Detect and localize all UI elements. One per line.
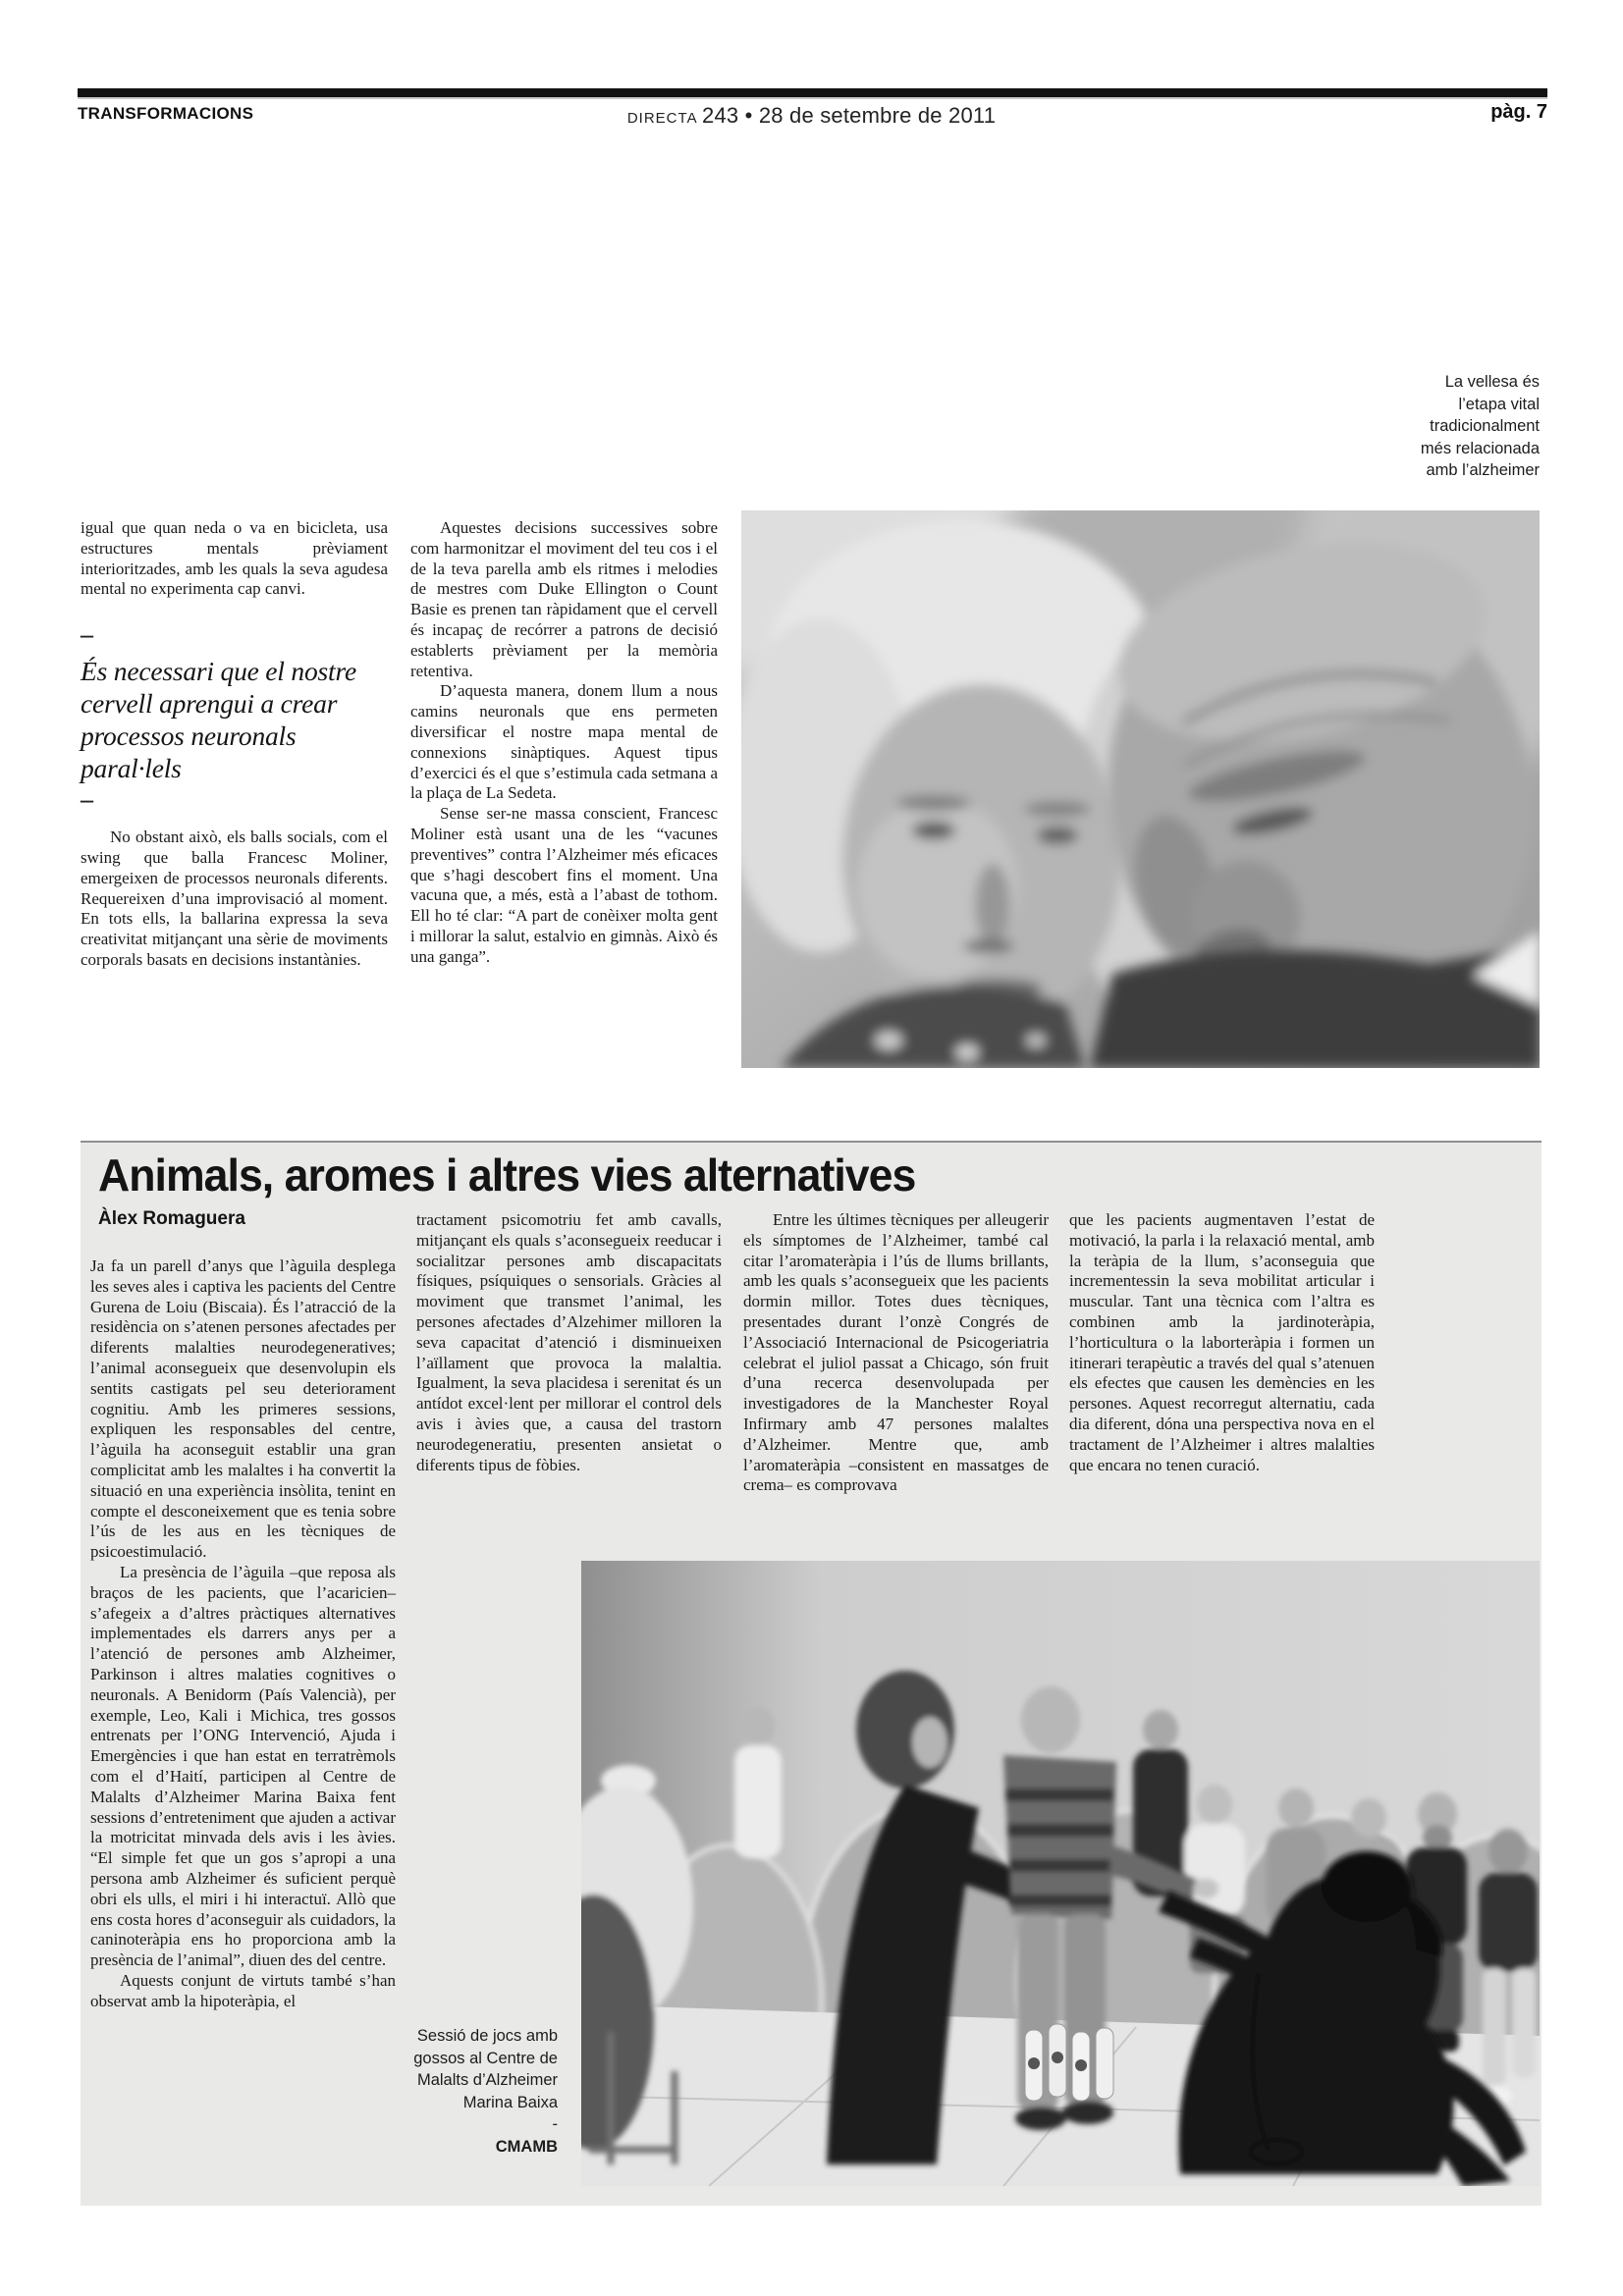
paragraph: tractament psicomotriu fet amb cavalls, mitjançant els quals s’aconsegueix reeducar i socialitzar persones amb discapacitats físiques, psíquiques o sensorials. Gràcies al moviment que transmet l’animal, les persones afectades d’Alzehimer milloren la seva capacitat d’atenció i disminueixen l’aïllament que provoca la malaltia. Igualment, la seva placidesa i serenitat és un antídot excel·lent per millorar el control dels avis i àvies que, a causa del trastorn neurodegeneratiu, presenten ansietat o diferents tipus de fòbies. bbox=[416, 1210, 722, 1474]
bottom-article-column-1 bbox=[90, 1256, 396, 2011]
paragraph: Ja fa un parell d’anys que l’àguila desplega les seves ales i captiva les pacients del Centre Gurena de Loiu (Biscaia). És l’atracció de la residència on s’atenen persones afectades per diferents malalties neurodegeneratives; l’animal aconsegueix que desenvolupin els sentits castigats pel seu deteriorament cognitiu. Amb les primeres sessions, expliquen les responsables del centre, l’àguila ha aconseguit establir una gran complicitat amb les malaltes i ha convertit la situació en una experiència insòlita, tenint en compte el desconeixement que es tenia sobre l’ús de les aus en les tècniques de psicoestimulació. bbox=[90, 1256, 396, 1562]
header-rule-bar bbox=[78, 88, 1547, 97]
top-article-column-2 bbox=[410, 518, 718, 968]
paragraph: La presència de l’àguila –que reposa als braços de les pacients, que l’acaricien– s’afegeix a d’altres pràctiques alternatives implementades els darrers anys per a l’atenció de persones amb Alzheimer, Parkinson i altres malaties cognitives o neuronals. A Benidorm (País Valencià), per exemple, Leo, Kali i Michica, tres gossos entrenats per l’ONG Intervenció, Ajuda i Emergències i que han estat en terratrèmols com el d’Haití, participen al Centre de Malalts d’Alzheimer Marina Baixa fent sessions d’entreteniment que ajuden a activar la motricitat minvada dels avis i les àvies. “El simple fet que un gos s’apropi a una persona amb Alzheimer és suficient perquè obri els ulls, el miri i hi interactuï. Allò que ens costa hores d’aconseguir als cuidadors, la caninoteràpia ens ho proporciona amb la presència de l’animal”, diuen des del centre. bbox=[90, 1562, 396, 1970]
pull-quote-text: És necessari que el nostre cervell aprengui a crear processos neuronals paral·lels bbox=[81, 656, 356, 784]
top-photo bbox=[741, 510, 1540, 1068]
bottom-article-column-3 bbox=[743, 1210, 1049, 1496]
bottom-article-column-2 bbox=[416, 1210, 722, 1475]
article-headline: Animals, aromes i altres vies alternatives bbox=[98, 1149, 916, 1201]
issue-number-date: 243 • 28 de setembre de 2011 bbox=[702, 103, 997, 128]
paragraph: igual que quan neda o va en bicicleta, usa estructures mentals prèviament interioritzades, amb les quals la seva agudesa mental no experimenta cap canvi. bbox=[81, 518, 388, 599]
paragraph: Sense ser-ne massa conscient, Francesc Moliner està usant una de les “vacunes preventives” contra l’Alzheimer més eficaces que s’hagi descobert fins el moment. Una vacuna que, a més, està a l’abast de tothom. Ell ho té clar: “A part de conèixer molta gent i millorar la salut, estalvio en gimnàs. Això és una ganga”. bbox=[410, 804, 718, 966]
paragraph: que les pacients augmentaven l’estat de motivació, la parla i la relaxació mental, amb la teràpia de la llum, s’aconseguia que incrementessin la seva mobilitat articular i muscular. Tant una tècnica com l’altra es combinen amb la jardinoteràpia, l’horticultura o la laborteràpia i formen un itinerari terapèutic a través del qual s’atenuen els efectes que causen les demències en les persones. Aquest recorregut alternatiu, cada dia diferent, dóna una perspectiva nova en el tractament de l’Alzheimer i altres malalties que encara no tenen curació. bbox=[1069, 1210, 1375, 1474]
bottom-photo-caption-block bbox=[383, 2025, 558, 2158]
article-byline: Àlex Romaguera bbox=[98, 1208, 245, 1229]
paragraph: D’aquesta manera, donem llum a nous camins neuronals que ens permeten diversificar el nostre mapa mental de connexions sinàptiques. Aquest tipus d’exercici és el que s’estimula cada setmana a la plaça de La Sedeta. bbox=[410, 681, 718, 803]
paragraph: No obstant això, els balls socials, com el swing que balla Francesc Moliner, emergeixen de processos neuronals diferents. Requereixen d’una improvisació al moment. En tots ells, la ballarina expressa la seva creativitat mitjançant una sèrie de moviments corporals basats en decisions instantànies. bbox=[81, 828, 388, 969]
bottom-article-column-4 bbox=[1069, 1210, 1375, 1475]
issue-dateline bbox=[0, 103, 1623, 129]
section-title: TRANSFORMACIONS bbox=[78, 104, 254, 123]
header-rule-shadow bbox=[78, 97, 1547, 99]
photo-credit: CMAMB bbox=[495, 2137, 558, 2156]
paragraph: Entre les últimes tècniques per alleugerir els símptomes de l’Alzheimer, també cal citar l’aromateràpia i l’ús de llums brillants, amb les quals s’aconsegueix que les pacients dormin millor. Totes dues tècniques, presentades durant l’onzè Congrés de l’Associació Internacional de Psicogeriatria celebrat el juliol passat a Chicago, són fruit d’una recerca desenvolupada per investigadores de la Manchester Royal Infirmary amb 47 persones malaltes d’Alzheimer. Mentre que, amb l’aromateràpia –consistent en massatges de crema– es comprovava bbox=[743, 1210, 1049, 1495]
top-article-column-1 bbox=[81, 518, 388, 971]
bottom-photo-caption: Sessió de jocs amb gossos al Centre de Malalts d’Alzheimer Marina Baixa bbox=[413, 2027, 558, 2111]
paragraph: Aquests conjunt de virtuts també s’han observat amb la hipoteràpia, el bbox=[90, 1970, 396, 2010]
pull-quote bbox=[81, 620, 388, 815]
top-photo-illustration bbox=[741, 510, 1540, 1068]
page-number: pàg. 7 bbox=[1490, 101, 1547, 123]
bottom-photo bbox=[581, 1561, 1540, 2186]
bottom-photo-illustration bbox=[581, 1561, 1540, 2186]
caption-separator: - bbox=[552, 2115, 558, 2133]
masthead-name: DIRECTA bbox=[626, 110, 698, 127]
top-photo-caption: La vellesa és l’etapa vital tradicionalment més relacionada amb l’alzheimer bbox=[1420, 373, 1540, 479]
pull-quote-dash-bottom: – bbox=[81, 785, 93, 815]
pull-quote-dash-top: – bbox=[81, 620, 93, 650]
paragraph: Aquestes decisions successives sobre com harmonitzar el moviment del teu cos i el de la teva parella amb els ritmes i melodies de mestres com Duke Ellington o Count Basie es prenen tan ràpidament que el cervell és incapaç de recórrer a patrons de decisió establerts prèviament per la memòria retentiva. bbox=[410, 518, 718, 680]
